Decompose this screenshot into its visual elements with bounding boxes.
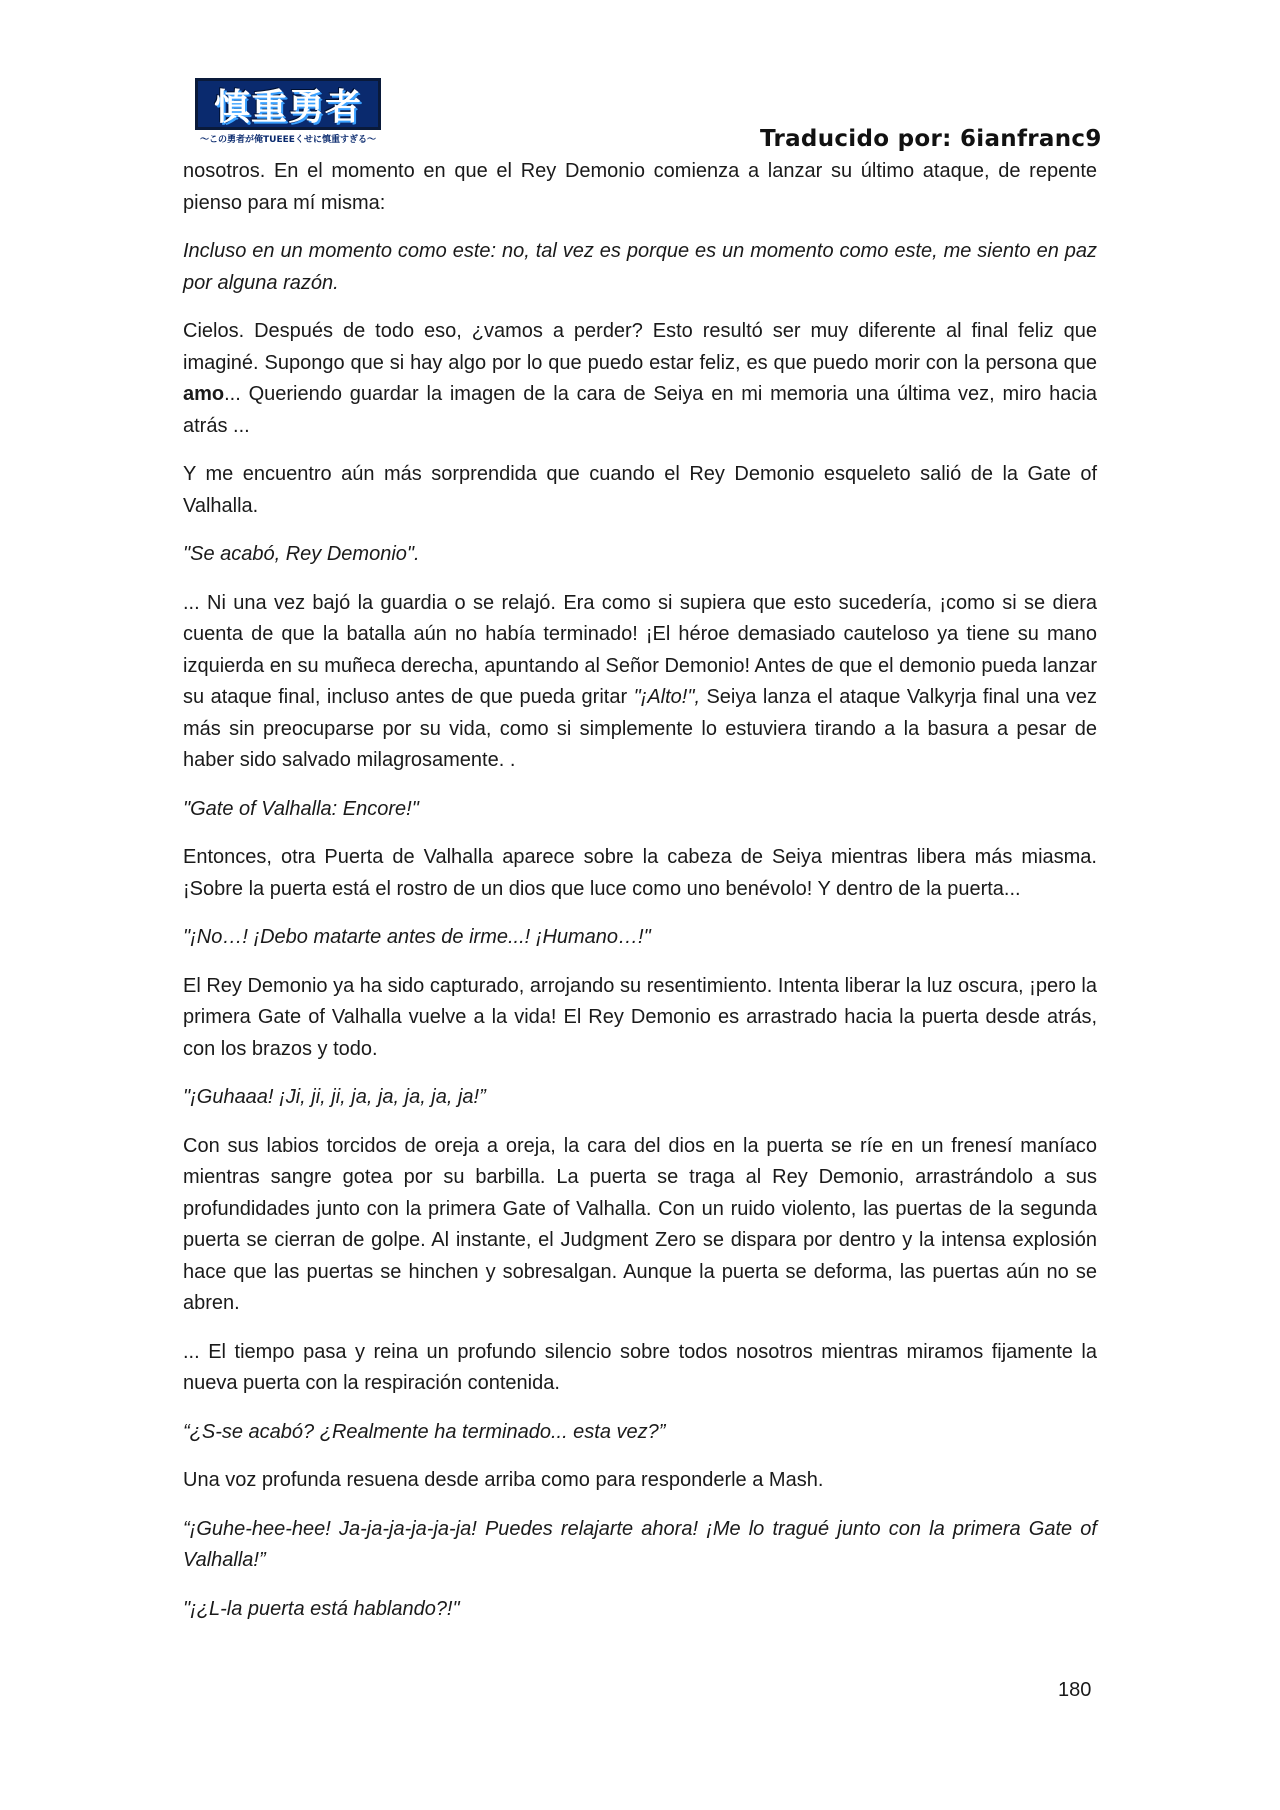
logo-title: 慎重勇者 bbox=[195, 78, 381, 130]
series-logo bbox=[195, 78, 381, 146]
paragraph-italic: "Gate of Valhalla: Encore!" bbox=[183, 797, 419, 820]
paragraph-italic: "Se acabó, Rey Demonio". bbox=[183, 543, 420, 565]
paragraph-italic: "¡¿L-la puerta está hablando?!" bbox=[183, 1597, 460, 1620]
paragraph: ... El tiempo pasa y reina un profundo silencio sobre todos nosotros mientras miramos fijamente la nueva puerta con la respiración contenida. bbox=[183, 1340, 1097, 1394]
text-segment: ... Ni una vez bajó la guardia o se relajó. Era como si supiera que esto sucedería, ¡como si se diera cuenta de que la batalla aún no había terminado! ¡El héroe demasiado cauteloso ya tiene su mano izquierda en su muñeca derecha, apuntando al Señor Demonio! Antes de que el demonio pueda lanzar su ataque final, incluso antes de que pueda gritar bbox=[183, 591, 1097, 708]
bold-word: amo bbox=[183, 383, 225, 405]
paragraph bbox=[183, 316, 1097, 442]
paragraph: nosotros. En el momento en que el Rey Demonio comienza a lanzar su último ataque, de repente pienso para mí misma: bbox=[183, 160, 1097, 214]
paragraph: Entonces, otra Puerta de Valhalla aparece sobre la cabeza de Seiya mientras libera más miasma. ¡Sobre la puerta está el rostro de un dios que luce como uno benévolo! Y dentro de la puerta... bbox=[183, 846, 1097, 900]
paragraph: El Rey Demonio ya ha sido capturado, arrojando su resentimiento. Intenta liberar la luz oscura, ¡pero la primera Gate of Valhalla vuelve a la vida! El Rey Demonio es arrastrado hacia la puerta desde atrás, con los brazos y todo. bbox=[183, 974, 1097, 1060]
paragraph: Una voz profunda resuena desde arriba como para responderle a Mash. bbox=[183, 1469, 824, 1491]
paragraph-italic: “¡Guhe-hee-hee! Ja-ja-ja-ja-ja-ja! Puedes relajarte ahora! ¡Me lo tragué junto con la primera Gate of Valhalla!” bbox=[183, 1517, 1097, 1571]
page-number: 180 bbox=[1058, 1679, 1092, 1701]
text-segment: Cielos. Después de todo eso, ¿vamos a perder? Esto resultó ser muy diferente al final feliz que imaginé. Supongo que si hay algo por lo que puedo estar feliz, es que puedo morir con la persona que bbox=[183, 320, 1097, 374]
paragraph bbox=[183, 588, 1097, 777]
text-segment: Seiya lanza el ataque Valkyrja final una vez más sin preocuparse por su vida, como si simplemente lo estuviera tirando a la basura a pesar de haber sido salvado milagrosamente. . bbox=[183, 686, 1097, 771]
paragraph: Con sus labios torcidos de oreja a oreja, la cara del dios en la puerta se ríe en un frenesí maníaco mientras sangre gotea por su barbilla. La puerta se traga al Rey Demonio, arrastrándolo a sus profundidades junto con la primera Gate of Valhalla. Con un ruido violento, las puertas de la segunda puerta se cierran de golpe. Al instante, el Judgment Zero se dispara por dentro y la intensa explosión hace que las puertas se hinchen y sobresalgan. Aunque la puerta se deforma, las puertas aún no se abren. bbox=[183, 1134, 1097, 1314]
text-segment: ... Queriendo guardar la imagen de la cara de Seiya en mi memoria una última vez, miro hacia atrás ... bbox=[183, 383, 1097, 437]
paragraph-italic: "¡No…! ¡Debo matarte antes de irme...! ¡Humano…!" bbox=[183, 926, 651, 948]
page-body bbox=[183, 156, 1097, 1642]
paragraph: Y me encuentro aún más sorprendida que cuando el Rey Demonio esqueleto salió de la Gate of Valhalla. bbox=[183, 463, 1097, 517]
translator-credit: Traducido por: 6ianfranc9 bbox=[760, 126, 1102, 152]
paragraph-italic: “¿S-se acabó? ¿Realmente ha terminado... esta vez?” bbox=[183, 1420, 666, 1443]
paragraph-italic: Incluso en un momento como este: no, tal vez es porque es un momento como este, me siento en paz por alguna razón. bbox=[183, 240, 1097, 294]
paragraph-italic: "¡Guhaaa! ¡Ji, ji, ji, ja, ja, ja, ja, ja!” bbox=[183, 1086, 486, 1108]
logo-subtitle: 〜この勇者が俺TUEEEくせに慎重すぎる〜 bbox=[200, 135, 376, 145]
italic-phrase: "¡Alto!", bbox=[633, 686, 700, 708]
